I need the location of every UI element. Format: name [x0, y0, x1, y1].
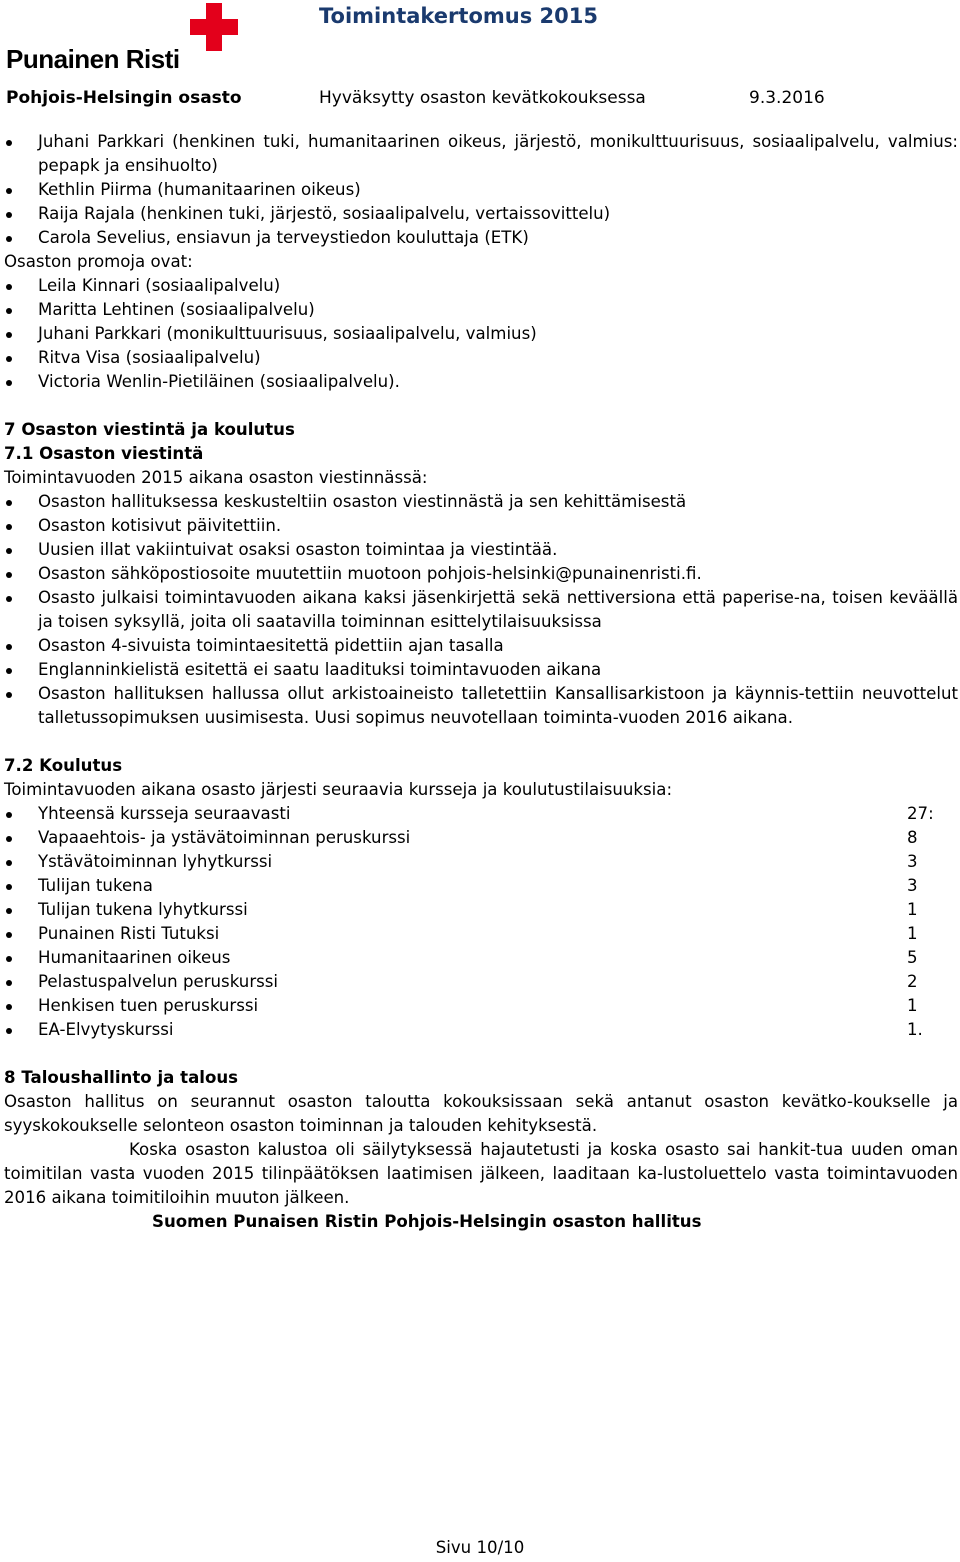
list-item: Kethlin Piirma (humanitaarinen oikeus)	[4, 178, 958, 202]
section-8-heading: 8 Taloushallinto ja talous	[4, 1068, 239, 1087]
course-count: 3	[907, 852, 918, 871]
list-item: Carola Sevelius, ensiavun ja terveystiedon kouluttaja (ETK)	[4, 226, 958, 250]
approval-note: Hyväksytty osaston kevätkokouksessa	[319, 88, 646, 108]
course-name: Humanitaarinen oikeus	[38, 948, 231, 967]
trainer-list	[4, 130, 958, 250]
list-item: Osaston kotisivut päivitettiin.	[4, 514, 958, 538]
signature: Suomen Punaisen Ristin Pohjois-Helsingin osaston hallitus	[152, 1212, 702, 1231]
course-count: 3	[907, 876, 918, 895]
course-row	[4, 802, 958, 826]
list-item: Maritta Lehtinen (sosiaalipalvelu)	[4, 298, 958, 322]
finance-paragraph-1: Osaston hallitus on seurannut osaston taloutta kokouksissaan sekä antanut osaston kevätko-koukselle ja syyskokoukselle selonteon osaston toiminnan ja talouden kehityksestä.	[4, 1092, 958, 1135]
course-name: Pelastuspalvelun peruskurssi	[38, 972, 279, 991]
list-item: Osaston hallituksen hallussa ollut arkistoaineisto talletettiin Kansallisarkistoon ja käynnis-tettiin neuvottelut talletussopimuksen uusimisesta. Uusi sopimus neuvotellaan toiminta-vuoden 2016 aikana.	[4, 682, 958, 730]
communication-intro: Toimintavuoden 2015 aikana osaston viestinnässä:	[4, 468, 428, 487]
course-count: 8	[907, 828, 918, 847]
list-item: Osaston hallituksessa keskusteltiin osaston viestinnästä ja sen kehittämisestä	[4, 490, 958, 514]
red-cross-logo-icon	[190, 3, 238, 51]
list-item: Leila Kinnari (sosiaalipalvelu)	[4, 274, 958, 298]
header-line	[6, 88, 956, 112]
promoja-intro: Osaston promoja ovat:	[4, 252, 193, 271]
course-name: Henkisen tuen peruskurssi	[38, 996, 259, 1015]
course-count: 1	[907, 996, 918, 1015]
course-row	[4, 826, 958, 850]
course-row	[4, 946, 958, 970]
course-count: 27:	[907, 804, 934, 823]
course-row	[4, 994, 958, 1018]
approval-date: 9.3.2016	[749, 88, 825, 108]
course-row	[4, 1018, 958, 1042]
section-7-2-heading: 7.2 Koulutus	[4, 756, 123, 775]
list-item: Juhani Parkkari (henkinen tuki, humanitaarinen oikeus, järjestö, monikulttuurisuus, sosiaalipalvelu, valmius: pepapk ja ensihuolto)	[4, 130, 958, 178]
course-count: 1.	[907, 1020, 923, 1039]
list-item: Osaston 4-sivuista toimintaesitettä pidettiin ajan tasalla	[4, 634, 958, 658]
list-item: Juhani Parkkari (monikulttuurisuus, sosiaalipalvelu, valmius)	[4, 322, 958, 346]
promoja-list	[4, 274, 958, 394]
list-item: Englanninkielistä esitettä ei saatu laadituksi toimintavuoden aikana	[4, 658, 958, 682]
course-count: 2	[907, 972, 918, 991]
course-name: Tulijan tukena lyhytkurssi	[38, 900, 248, 919]
list-item: Osasto julkaisi toimintavuoden aikana kaksi jäsenkirjettä sekä nettiversiona että paperise-na, toisen keväällä ja toisen syksyllä, joita oli saatavilla toiminnan esittelytilaisuuksissa	[4, 586, 958, 634]
document-body	[4, 130, 958, 1234]
course-row	[4, 874, 958, 898]
list-item: Victoria Wenlin-Pietiläinen (sosiaalipalvelu).	[4, 370, 958, 394]
course-name: Yhteensä kursseja seuraavasti	[38, 804, 291, 823]
document-title: Toimintakertomus 2015	[319, 4, 598, 28]
course-name: Vapaaehtois- ja ystävätoiminnan peruskurssi	[38, 828, 411, 847]
page-number: Sivu 10/10	[435, 1538, 525, 1557]
course-count: 5	[907, 948, 918, 967]
course-name: Punainen Risti Tutuksi	[38, 924, 220, 943]
list-item: Raija Rajala (henkinen tuki, järjestö, sosiaalipalvelu, vertaissovittelu)	[4, 202, 958, 226]
course-count: 1	[907, 924, 918, 943]
course-row	[4, 970, 958, 994]
course-name: EA-Elvytyskurssi	[38, 1020, 174, 1039]
course-name: Ystävätoiminnan lyhytkurssi	[38, 852, 273, 871]
course-row	[4, 922, 958, 946]
finance-paragraph-2: Koska osaston kalustoa oli säilytyksessä hajautetusti ja koska osasto sai hankit-tua uuden oman toimitilan vasta vuoden 2015 tilinpäätöksen laatimisen jälkeen, laaditaan ka-lustoluettelo vasta toimintavuoden 2016 aikana toimitiloihin muuton jälkeen.	[4, 1140, 958, 1207]
course-row	[4, 898, 958, 922]
logo-text: Punainen Risti	[6, 44, 180, 74]
course-name: Tulijan tukena	[38, 876, 153, 895]
communication-list	[4, 490, 958, 730]
courses-list	[4, 802, 958, 1042]
list-item: Uusien illat vakiintuivat osaksi osaston toimintaa ja viestintää.	[4, 538, 958, 562]
courses-intro: Toimintavuoden aikana osasto järjesti seuraavia kursseja ja koulutustilaisuuksia:	[4, 780, 673, 799]
list-item: Osaston sähköpostiosoite muutettiin muotoon pohjois-helsinki@punainenristi.fi.	[4, 562, 958, 586]
list-item: Ritva Visa (sosiaalipalvelu)	[4, 346, 958, 370]
organization-name: Pohjois-Helsingin osasto	[6, 88, 242, 108]
section-7-1-heading: 7.1 Osaston viestintä	[4, 444, 204, 463]
course-count: 1	[907, 900, 918, 919]
section-7-heading: 7 Osaston viestintä ja koulutus	[4, 420, 295, 439]
course-row	[4, 850, 958, 874]
